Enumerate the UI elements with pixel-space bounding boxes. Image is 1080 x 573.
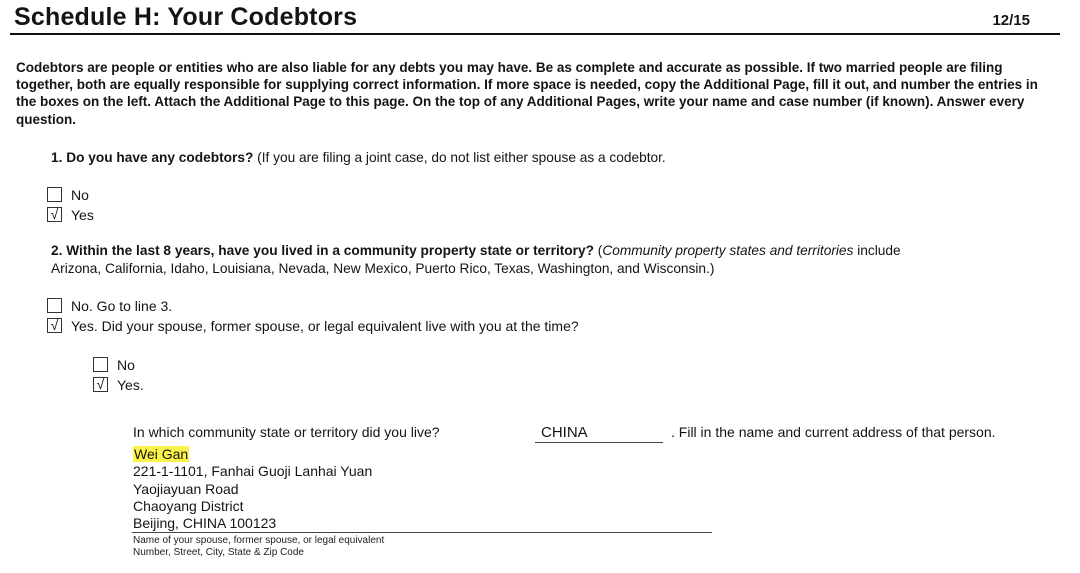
spouse-lived-no-label: No — [117, 357, 135, 373]
q1-no-label: No — [71, 187, 89, 203]
address-line-1[interactable]: 221-1-1101, Fanhai Guoji Lanhai Yuan — [133, 463, 373, 479]
header-divider — [10, 33, 1060, 35]
spouse-lived-yes-label: Yes. — [117, 377, 144, 393]
q2-no-checkbox[interactable] — [47, 298, 62, 313]
question-1-note: (If you are filing a joint case, do not list either spouse as a codebtor. — [257, 150, 666, 165]
address-caption-1: Name of your spouse, former spouse, or legal equivalent — [133, 535, 385, 546]
spouse-lived-no-checkbox[interactable] — [93, 357, 108, 372]
q2-no-label: No. Go to line 3. — [71, 298, 173, 314]
community-state-underline — [535, 442, 663, 443]
address-caption-2: Number, Street, City, State & Zip Code — [133, 547, 304, 558]
spouse-name: Wei Gan — [134, 446, 189, 462]
q2-yes-checkbox[interactable]: √ — [47, 318, 62, 333]
address-underline — [132, 532, 712, 533]
question-2 — [51, 243, 901, 258]
spouse-lived-yes-checkbox[interactable]: √ — [93, 377, 108, 392]
q1-yes-checkbox[interactable]: √ — [47, 207, 62, 222]
page-title: Schedule H: Your Codebtors — [14, 3, 358, 31]
question-2-states: Arizona, California, Idaho, Louisiana, Nevada, New Mexico, Puerto Rico, Texas, Washington, and Wisconsin.) — [51, 261, 715, 276]
q1-yes-label: Yes — [71, 207, 94, 223]
community-state-field[interactable]: CHINA — [541, 424, 588, 441]
question-1 — [51, 150, 666, 165]
question-2-note-rest: include — [857, 243, 901, 258]
question-2-note-open: ( — [597, 243, 603, 258]
address-line-2[interactable]: Yaojiayuan Road — [133, 481, 239, 497]
community-state-instruction: . Fill in the name and current address of that person. — [671, 424, 996, 440]
question-2-text: 2. Within the last 8 years, have you lived in a community property state or territory? — [51, 243, 594, 258]
community-state-prompt: In which community state or territory did you live? — [133, 424, 440, 440]
page-number: 12/15 — [992, 12, 1030, 29]
q1-no-checkbox[interactable] — [47, 187, 62, 202]
spouse-name-field[interactable] — [133, 446, 189, 464]
question-2-note-italic: Community property states and territories — [602, 243, 854, 258]
q2-yes-label: Yes. Did your spouse, former spouse, or legal equivalent live with you at the time? — [71, 318, 579, 334]
address-line-4[interactable]: Beijing, CHINA 100123 — [133, 515, 277, 531]
address-line-3[interactable]: Chaoyang District — [133, 498, 244, 514]
question-1-text: 1. Do you have any codebtors? — [51, 150, 254, 165]
intro-paragraph: Codebtors are people or entities who are also liable for any debts you may have. Be as complete and accurate as possible. If two married people are filing together, both are equally responsible for supplying correct information. If more space is needed, copy the Additional Page, fill it out, and number the entries in the boxes on the left. Attach the Additional Page to this page. On the top of any Additional Pages, write your name and case number (if known). Answer every question. — [16, 60, 1038, 127]
